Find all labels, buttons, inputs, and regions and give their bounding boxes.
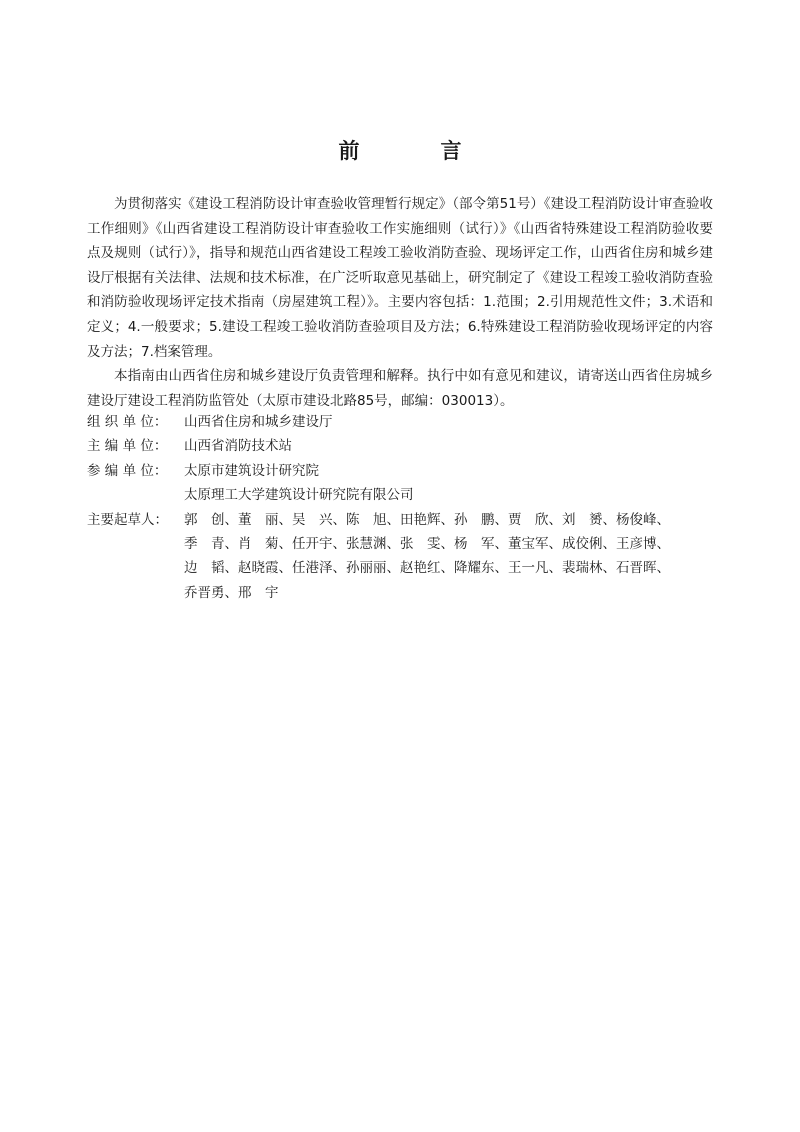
organizer-values [184, 410, 713, 434]
co-editor-value-2: 太原理工大学建筑设计研究院有限公司 [184, 487, 414, 504]
drafters-values [184, 508, 713, 606]
organizer-row [87, 410, 713, 434]
chief-editor-row [87, 434, 713, 458]
chief-editor-label: 主 编 单 位： [87, 438, 168, 455]
credits-section [87, 410, 713, 605]
preface-paragraph-2: 本指南由山西省住房和城乡建设厅负责管理和解释。执行中如有意见和建议，请寄送山西省住房城乡建设厅建设工程消防监管处（太原市建设北路85号，邮编：030013）。 [87, 368, 713, 409]
preface-body [87, 192, 713, 413]
preface-paragraph-1: 为贯彻落实《建设工程消防设计审查验收管理暂行规定》（部令第51号）《建设工程消防设计审查验收工作细则》《山西省建设工程消防设计审查验收工作实施细则（试行）》《山西省特殊建设工程消防验收要点及规则（试行）》，指导和规范山西省建设工程竣工验收消防查验、现场评定工作，山西省住房和城乡建设厅根据有关法律、法规和技术标准，在广泛听取意见基础上，研究制定了《建设工程竣工验收消防查验和消防验收现场评定技术指南（房屋建筑工程）》。主要内容包括：1.范围；2.引用规范性文件；3.术语和定义；4.一般要求；5.建设工程竣工验收消防查验项目及方法；6.特殊建设工程消防验收现场评定的内容及方法；7.档案管理。 [87, 196, 713, 360]
co-editor-values [184, 459, 713, 508]
chief-editor-values [184, 434, 713, 458]
co-editor-row [87, 459, 713, 508]
drafters-line-1: 郭 创、董 丽、吴 兴、陈 旭、田艳辉、孙 鹏、贾 欣、刘 赟、杨俊峰、 [184, 511, 670, 528]
drafters-line-3: 边 韬、赵晓霞、任港泽、孙丽丽、赵艳红、降耀东、王一凡、裴瑞林、石晋晖、 [184, 560, 670, 577]
chief-editor-value: 山西省消防技术站 [184, 438, 292, 455]
drafters-row [87, 508, 713, 606]
organizer-value: 山西省住房和城乡建设厅 [184, 414, 333, 430]
co-editor-label: 参 编 单 位： [87, 462, 168, 479]
organizer-label: 组 织 单 位： [87, 414, 168, 430]
drafters-line-4: 乔晋勇、邢 宇 [184, 584, 279, 601]
drafters-line-2: 季 青、肖 菊、任开宇、张慧渊、张 雯、杨 军、董宝军、成佼俐、王彦博、 [184, 536, 670, 553]
co-editor-value-1: 太原市建筑设计研究院 [184, 462, 319, 479]
page-title: 前 言 [338, 139, 492, 163]
drafters-label: 主要起草人： [87, 511, 168, 528]
